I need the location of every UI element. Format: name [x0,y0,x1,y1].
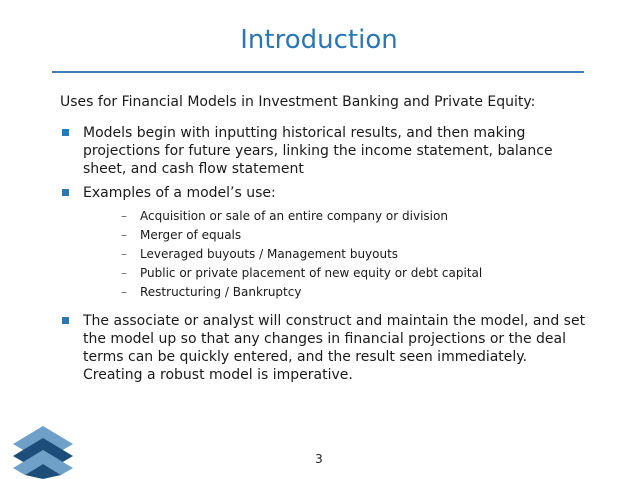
sub-bullet-item [121,207,581,226]
sub-bullet-text: Merger of equals [140,228,242,242]
bullet-item [60,184,590,202]
sub-bullet-item [121,283,581,302]
square-bullet-icon [62,189,69,196]
bullet-item [60,124,590,178]
title-divider [52,71,584,73]
dash-bullet-icon: – [121,266,127,280]
dash-bullet-icon: – [121,209,127,223]
slide-title: Introduction [240,25,398,55]
bullet-item [60,312,590,384]
square-bullet-icon [62,317,69,324]
dash-bullet-icon: – [121,285,127,299]
dash-bullet-icon: – [121,228,127,242]
stacked-chevron-logo-icon [11,424,75,479]
sub-bullet-item [121,226,581,245]
dash-bullet-icon: – [121,247,127,261]
sub-bullet-text: Restructuring / Bankruptcy [140,285,302,299]
bullet-text: Examples of a model’s use: [83,185,276,201]
sub-bullet-text: Public or private placement of new equity or debt capital [140,266,483,280]
sub-bullet-item [121,264,581,283]
sub-bullet-text: Acquisition or sale of an entire company or division [140,209,448,223]
sub-bullet-list [121,207,581,302]
sub-bullet-item [121,245,581,264]
intro-text: Uses for Financial Models in Investment Banking and Private Equity: [60,94,536,110]
sub-bullet-text: Leveraged buyouts / Management buyouts [140,247,399,261]
bullet-text: The associate or analyst will construct and maintain the model, and set the model up so that any changes in financial projections or the deal terms can be quickly entered, and the result seen immediately. Creating a robust model is imperative. [83,313,586,383]
square-bullet-icon [62,129,69,136]
bullet-text: Models begin with inputting historical results, and then making projections for future years, linking the income statement, balance sheet, and cash flow statement [83,125,553,177]
page-number: 3 [315,452,323,466]
